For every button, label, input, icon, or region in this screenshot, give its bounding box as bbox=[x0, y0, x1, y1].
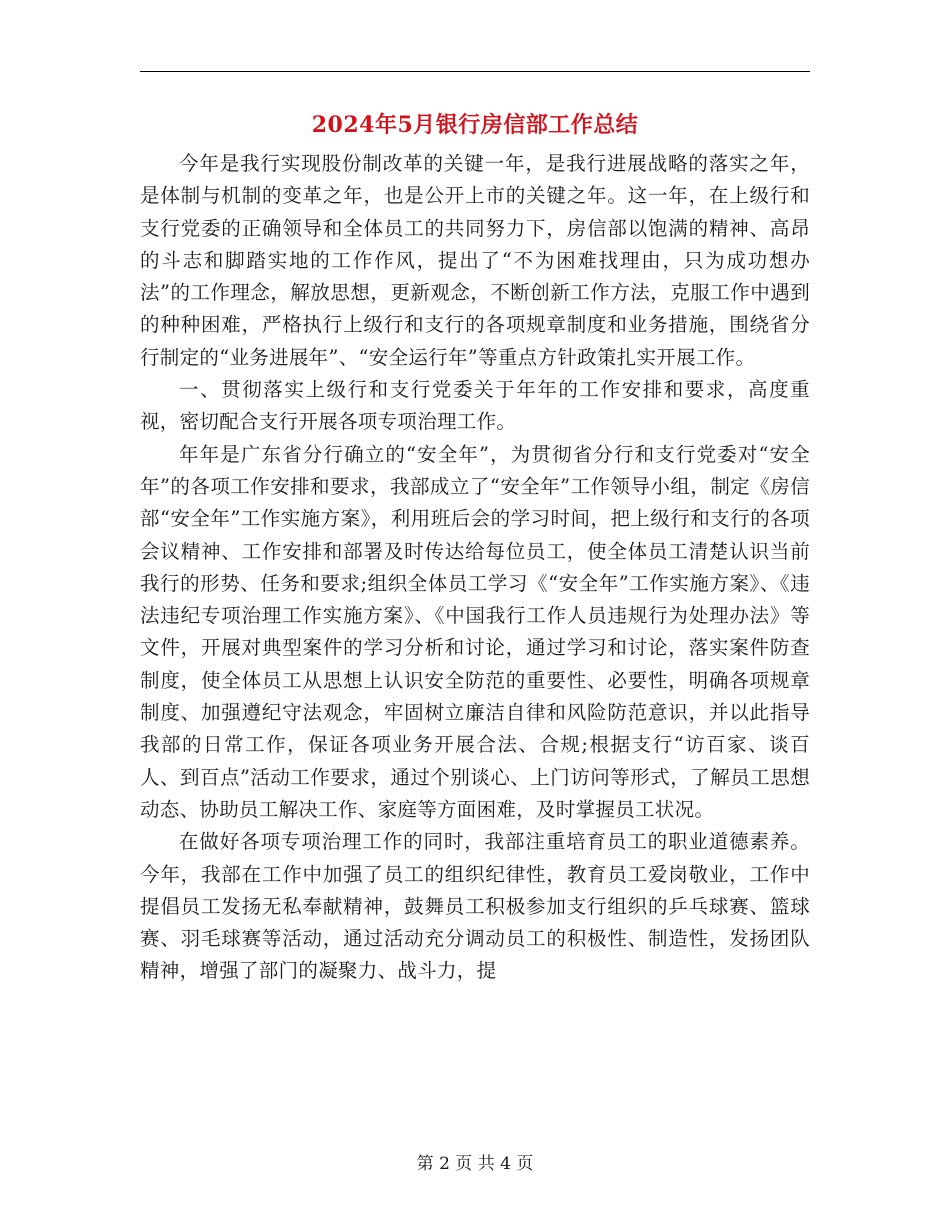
page-number-footer: 第 2 页 共 4 页 bbox=[416, 1154, 534, 1174]
header-rule bbox=[140, 71, 810, 72]
paragraph-intro: 今年是我行实现股份制改革的关键一年，是我行进展战略的落实之年，是体制与机制的变革之年，也是公开上市的关键之年。这一年，在上级行和支行党委的正确领导和全体员工的共同努力下，房信部以饱满的精神、高昂的斗志和脚踏实地的工作作风，提出了“不为困难找理由，只为成功想办法”的工作理念，解放思想，更新观念，不断创新工作方法，克服工作中遇到的种种困难，严格执行上级行和支行的各项规章制度和业务措施，围绕省分行制定的“业务进展年”、“安全运行年”等重点方针政策扎实开展工作。 bbox=[140, 152, 810, 369]
paragraph-professional-ethics: 在做好各项专项治理工作的同时，我部注重培育员工的职业道德素养。今年，我部在工作中加强了员工的组织纪律性，教育员工爱岗敬业，工作中提倡员工发扬无私奉献精神，鼓舞员工积极参加支行组织的乒乓球赛、篮球赛、羽毛球赛等活动，通过活动充分调动员工的积极性、制造性，发扬团队精神，增强了部门的凝聚力、战斗力，提 bbox=[140, 830, 810, 983]
document-body bbox=[140, 148, 810, 988]
document-title: 2024年5月银行房信部工作总结 bbox=[311, 112, 639, 138]
paragraph-safety-year: 年年是广东省分行确立的“安全年”，为贯彻省分行和支行党委对“安全年”的各项工作安排和要求，我部成立了“安全年”工作领导小组，制定《房信部“安全年”工作实施方案》，利用班后会的学习时间，把上级行和支行的各项会议精神、工作安排和部署及时传达给每位员工，使全体员工清楚认识当前我行的形势、任务和要求;组织全体员工学习《“安全年”工作实施方案》、《违法违纪专项治理工作实施方案》、《中国我行工作人员违规行为处理办法》等文件，开展对典型案件的学习分析和讨论，通过学习和讨论，落实案件防查制度，使全体员工从思想上认识安全防范的重要性、必要性，明确各项规章制度、加强遵纪守法观念，牢固树立廉洁自律和风险防范意识，并以此指导我部的日常工作，保证各项业务开展合法、合规;根据支行“访百家、谈百人、到百点”活动工作要求，通过个别谈心、上门访问等形式，了解员工思想动态、协助员工解决工作、家庭等方面困难，及时掌握员工状况。 bbox=[140, 442, 810, 821]
paragraph-section-heading: 一、贯彻落实上级行和支行党委关于年年的工作安排和要求，高度重视，密切配合支行开展各项专项治理工作。 bbox=[140, 378, 810, 434]
